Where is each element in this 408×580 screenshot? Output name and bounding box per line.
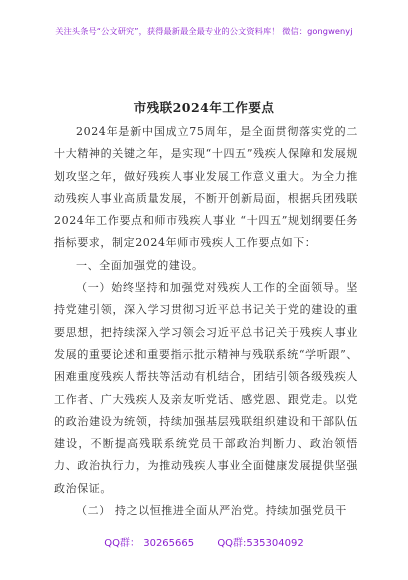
section1-item2-paragraph: （二） 持之以恒推进全面从严治党。持续加强党员干	[76, 504, 347, 518]
intro-paragraph: 2024年是新中国成立75周年，是全面贯彻落实党的二十大精神的关键之年，是实现“十四五”残疾人保障和发展规划攻坚之年，做好残疾人事业发展工作意义重大。为全力推动残疾人事业高质量发展，不断开创新局面，根据兵团残联2024年工作要点和师市残疾人事业 “十四五”规划纲要任务指标要求，制定2024年师市残疾人工作要点如下：	[54, 125, 358, 250]
qq-group-1: QQ群： 30265665	[104, 538, 195, 549]
document-body	[54, 118, 358, 522]
section-heading-1: 一、全面加强党的建设。	[76, 258, 204, 272]
qq-group-2: QQ群:535304092	[217, 538, 304, 549]
promo-banner-bottom	[0, 534, 408, 549]
section1-item1-paragraph: （一）始终坚持和加强党对残疾人工作的全面领导。坚持党建引领，深入学习贯彻习近平总书记关于党的建设的重要思想，把持续深入学习领会习近平总书记关于残疾人事业发展的重要论述和重要指示批示精神与残联系统“学听跟”、困难重度残疾人帮扶等活动有机结合，团结引领各级残疾人工作者、广大残疾人及亲友听党话、感党恩、跟党走。以党的政治建设为统领，持续加强基层残联组织建设和干部队伍建设，不断提高残联系统党员干部政治判断力、政治领悟力、政治执行力，为推动残疾人事业全面健康发展提供坚强政治保证。	[54, 281, 358, 495]
promo-banner-top: 关注头条号“公文研究”，获得最新最全最专业的公文资料库！ 微信：gongwenyj	[55, 26, 353, 36]
document-title: 市残联2024年工作要点	[133, 100, 275, 115]
